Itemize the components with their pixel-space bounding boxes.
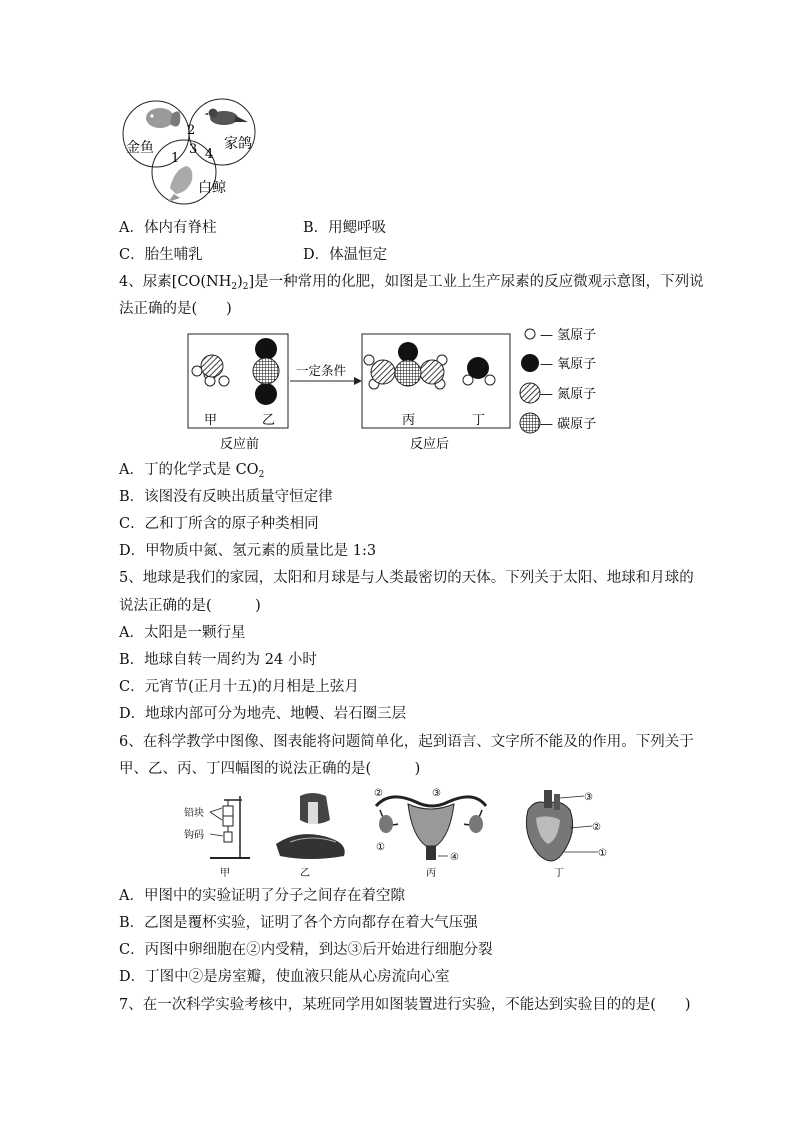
q6-option-b: B．乙图是覆杯实验，证明了各个方向都存在着大气压强 (119, 915, 478, 931)
venn-label-pigeon: 家鸽 (224, 136, 252, 152)
figure-ding-heart (526, 790, 607, 879)
uterus-mark-3: ③ (432, 788, 441, 799)
caption-ding: 丁 (554, 868, 564, 879)
legend (520, 328, 596, 433)
uterus-mark-4: ④ (450, 852, 459, 863)
figure-bing-uterus (374, 788, 486, 879)
q5-option-c: C．元宵节(正月十五)的月相是上弦月 (119, 679, 359, 695)
q4-option-c: C．乙和丁所含的原子种类相同 (119, 516, 319, 532)
venn-region-4: 4 (205, 147, 214, 162)
q3-option-b: B．用鳃呼吸 (303, 220, 387, 236)
molecule-ding (463, 357, 495, 385)
q3-option-d: D．体温恒定 (303, 247, 388, 263)
venn-diagram (118, 96, 268, 206)
figure-yi-cup-photo (272, 788, 348, 879)
venn-label-goldfish: 金鱼 (126, 140, 154, 156)
legend-hydrogen: — 氢原子 (540, 328, 597, 343)
heart-mark-2: ② (592, 822, 601, 833)
q6-stem-line1: 6、在科学教学中图像、图表能将问题简单化，起到语言、文字所不能及的作用。下列关于 (119, 734, 694, 750)
q7-stem: 7、在一次科学实验考核中，某班同学用如图装置进行实验，不能达到实验目的的是( ) (119, 997, 691, 1013)
condition-label: 一定条件 (296, 363, 347, 378)
label-hook-weight: 钩码 (184, 830, 204, 841)
q6-option-a: A．甲图中的实验证明了分子之间存在着空隙 (119, 888, 405, 904)
caption-yi: 乙 (300, 868, 310, 879)
label-jia: 甲 (204, 413, 218, 428)
legend-oxygen: — 氧原子 (540, 357, 597, 372)
venn-label-whale: 白鲸 (198, 180, 226, 196)
legend-carbon: — 碳原子 (540, 417, 597, 432)
q5-option-a: A．太阳是一颗行星 (119, 625, 246, 641)
molecule-jia (192, 355, 229, 386)
uterus-mark-1: ① (376, 842, 385, 853)
q4-stem-line1: 4、尿素$[CO(NH_2)_2]$是一种常用的化肥，如图是工业上生产尿素的反应微观示意图，下列说 (119, 274, 704, 292)
q5-stem-line2: 说法正确的是( ) (119, 598, 261, 614)
venn-region-3: 3 (189, 142, 198, 157)
goldfish-image (146, 108, 180, 128)
molecule-bing (364, 342, 447, 389)
q4-reaction-figure (184, 322, 624, 454)
q4-stem-line2: 法正确的是( ) (119, 301, 232, 317)
legend-nitrogen: — 氮原子 (540, 387, 597, 402)
venn-region-2: 2 (187, 123, 196, 138)
label-yi: 乙 (262, 413, 276, 428)
venn-region-1: 1 (171, 151, 180, 166)
q6-option-c: C．丙图中卵细胞在②内受精，到达③后开始进行细胞分裂 (119, 942, 493, 958)
figure-jia-stand (184, 796, 250, 879)
q4-option-d: D．甲物质中氮、氢元素的质量比是 1:3 (119, 543, 377, 559)
label-lead-block: 铅块 (184, 808, 204, 819)
whale-image (168, 166, 192, 202)
q5-stem-line1: 5、地球是我们的家园，太阳和月球是与人类最密切的天体。下列关于太阳、地球和月球的 (119, 570, 694, 586)
heart-mark-1: ① (598, 848, 607, 859)
q6-figures (180, 784, 620, 880)
q5-option-b: B．地球自转一周约为 24 小时 (119, 652, 317, 668)
q4-option-b: B．该图没有反映出质量守恒定律 (119, 489, 333, 505)
molecule-yi (253, 338, 279, 405)
heart-mark-3: ③ (584, 792, 593, 803)
uterus-mark-2: ② (374, 788, 383, 799)
q5-option-d: D．地球内部可分为地壳、地幔、岩石圈三层 (119, 706, 407, 722)
label-ding: 丁 (472, 413, 486, 428)
venn-circle-pigeon (189, 99, 255, 165)
pigeon-image (204, 109, 248, 126)
q6-option-d: D．丁图中②是房室瓣，使血液只能从心房流向心室 (119, 969, 450, 985)
caption-jia: 甲 (220, 868, 230, 879)
caption-bing: 丙 (426, 868, 436, 879)
q3-option-c: C．胎生哺乳 (119, 247, 203, 263)
q6-stem-line2: 甲、乙、丙、丁四幅图的说法正确的是( ) (119, 761, 421, 777)
label-before: 反应前 (220, 437, 260, 452)
q3-option-a: A．体内有脊柱 (119, 220, 217, 236)
q4-option-a: A．丁的化学式是 $CO_2$ (119, 462, 265, 480)
label-bing: 丙 (402, 413, 416, 428)
label-after: 反应后 (410, 437, 450, 452)
